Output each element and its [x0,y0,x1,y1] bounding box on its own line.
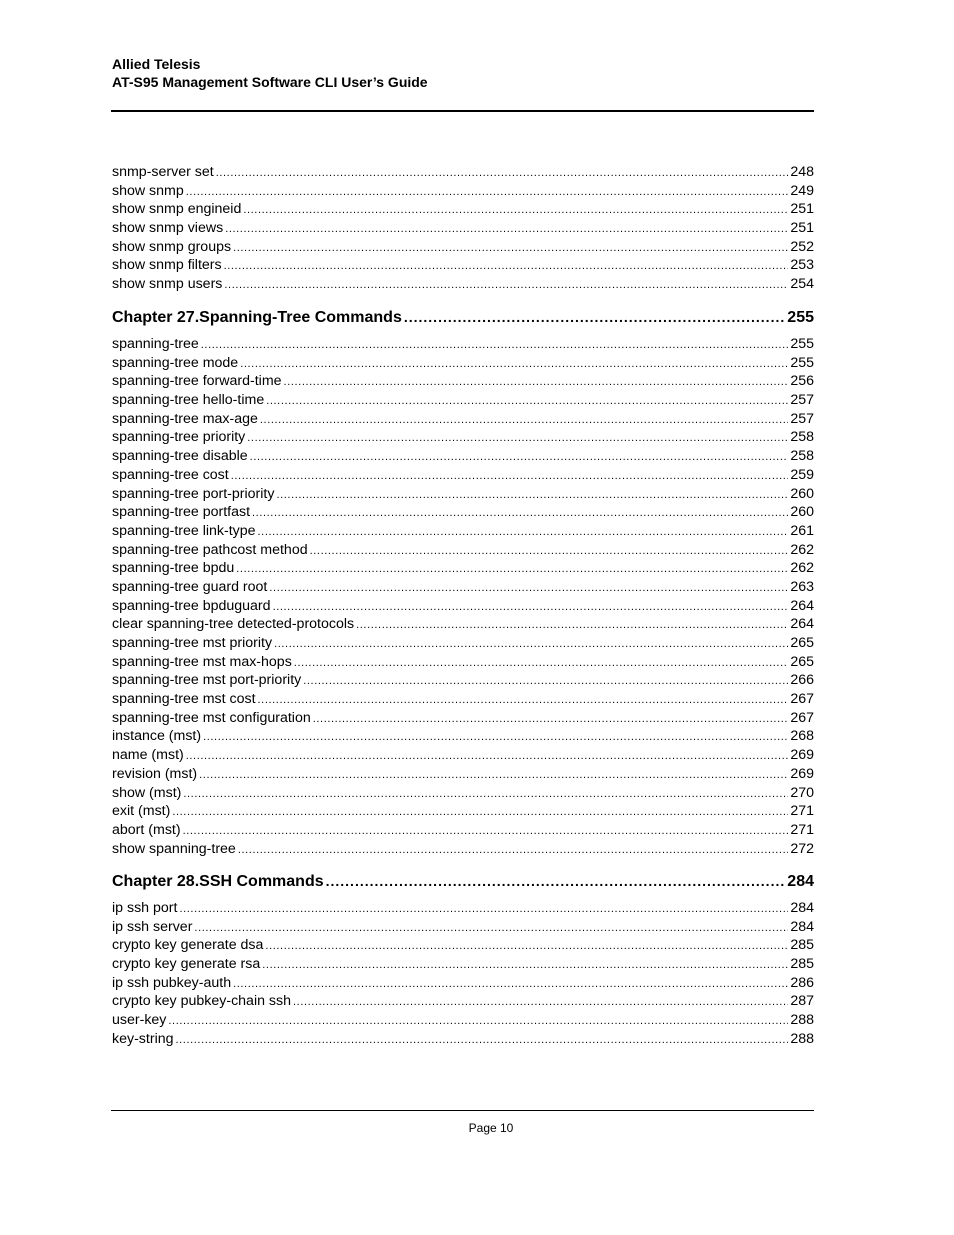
toc-entry-label[interactable]: key-string [112,1030,174,1047]
toc-entry-label[interactable]: show snmp [112,182,184,199]
page-footer [0,1120,954,1136]
toc-entry-page-number: 253 [790,257,814,274]
toc-entry-label[interactable]: show (mst) [112,784,182,801]
toc-entry[interactable] [112,163,814,182]
toc-entry-label[interactable]: clear spanning-tree detected-protocols [112,616,355,633]
chapter-title[interactable]: Chapter 28.SSH Commands [112,873,324,890]
toc-entry[interactable] [112,840,814,859]
toc-entry[interactable] [112,1030,814,1049]
dot-leader [168,1012,788,1030]
toc-entry-label[interactable]: name (mst) [112,747,184,764]
toc-entry[interactable] [112,918,814,937]
dot-leader [243,201,788,219]
toc-entry-label[interactable]: ip ssh pubkey-auth [112,974,232,991]
toc-entry-page-number: 272 [790,840,814,857]
dot-leader [258,523,789,541]
document-title: AT-S95 Management Software CLI User’s Guide [112,74,428,90]
toc-entry-page-number: 267 [790,691,814,708]
dot-leader [186,183,789,201]
toc-entry-page-number: 256 [790,373,814,390]
toc-entry-label[interactable]: show snmp engineid [112,201,242,218]
toc-entry-label[interactable]: spanning-tree hello-time [112,392,265,409]
toc-chapter-27[interactable] [112,306,814,328]
toc-entry-label[interactable]: spanning-tree port-priority [112,485,275,502]
toc-entry[interactable] [112,955,814,974]
toc-entry[interactable] [112,238,814,257]
toc-entry-page-number: 271 [790,803,814,820]
toc-entry-label[interactable]: ip ssh port [112,900,178,916]
dot-leader [183,785,788,803]
toc-entry[interactable] [112,466,814,485]
toc-section-chapter-27 [112,335,814,858]
chapter-page-number: 284 [787,873,814,890]
dot-leader [262,956,788,974]
dot-leader [224,257,789,275]
toc-entry-label[interactable]: show spanning-tree [112,840,236,857]
toc-entry[interactable] [112,447,814,466]
toc-entry[interactable] [112,899,814,918]
toc-entry-page-number: 258 [790,448,814,465]
toc-entry-page-number: 254 [790,276,814,293]
toc-entry[interactable] [112,200,814,219]
toc-entry-label[interactable]: instance (mst) [112,728,202,745]
toc-entry[interactable] [112,219,814,238]
toc-chapter-28[interactable] [112,870,814,892]
toc-entry-label[interactable]: user-key [112,1012,167,1029]
toc-entry-label[interactable]: spanning-tree [112,336,199,352]
toc-entry-page-number: 266 [790,672,814,689]
toc-entry-label[interactable]: spanning-tree guard root [112,578,268,595]
toc-entry-label[interactable]: snmp-server set [112,164,214,180]
toc-entry[interactable] [112,578,814,597]
toc-entry-label[interactable]: show snmp groups [112,238,232,255]
toc-entry-label[interactable]: crypto key generate dsa [112,937,264,954]
toc-entry-label[interactable]: revision (mst) [112,765,198,782]
toc-entry-page-number: 263 [790,578,814,595]
dot-leader [326,870,786,892]
toc-entry-page-number: 262 [790,560,814,577]
dot-leader [258,691,789,709]
toc-entry-page-number: 284 [790,918,814,935]
dot-leader [404,306,785,328]
dot-leader [236,560,788,578]
toc-entry[interactable] [112,974,814,993]
dot-leader [233,975,788,993]
toc-entry-page-number: 265 [790,653,814,670]
dot-leader [294,654,789,672]
toc-entry-page-number: 284 [790,900,814,916]
toc-entry[interactable] [112,541,814,560]
dot-leader [269,579,788,597]
toc-entry[interactable] [112,746,814,765]
toc-entry[interactable] [112,335,814,354]
toc-entry-page-number: 249 [790,182,814,199]
dot-leader [201,336,789,354]
toc-entry-page-number: 248 [790,164,814,180]
toc-entry-page-number: 286 [790,974,814,991]
toc-entry-label[interactable]: spanning-tree mst port-priority [112,672,302,689]
toc-entry-page-number: 285 [790,956,814,973]
dot-leader [247,429,788,447]
toc-entry-page-number: 251 [790,201,814,218]
toc-entry[interactable] [112,1011,814,1030]
dot-leader [266,392,788,410]
toc-entry[interactable] [112,936,814,955]
toc-entry-page-number: 258 [790,429,814,446]
dot-leader [216,164,789,182]
dot-leader [250,448,789,466]
toc-entry[interactable] [112,615,814,634]
dot-leader [179,900,788,918]
toc-entry-label[interactable]: crypto key pubkey-chain ssh [112,993,292,1010]
toc-entry-label[interactable]: spanning-tree pathcost method [112,541,308,558]
toc-entry[interactable] [112,559,814,578]
toc-entry-page-number: 264 [790,616,814,633]
toc-entry[interactable] [112,727,814,746]
toc-entry[interactable] [112,765,814,784]
toc-entry-page-number: 262 [790,541,814,558]
toc-entry-label[interactable]: spanning-tree mst priority [112,635,273,651]
toc-entry-page-number: 264 [790,597,814,614]
toc-entry-page-number: 267 [790,709,814,726]
toc-entry-page-number: 287 [790,993,814,1010]
dot-leader [356,616,788,634]
toc-entry-page-number: 288 [790,1030,814,1047]
dot-leader [310,542,789,560]
toc-entry-label[interactable]: spanning-tree bpdu [112,560,235,577]
toc-entry-label[interactable]: spanning-tree max-age [112,410,258,427]
toc-entry[interactable] [112,671,814,690]
dot-leader [225,220,788,238]
dot-leader [240,355,788,373]
toc-entry-page-number: 251 [790,220,814,237]
chapter-page-number: 255 [787,309,814,326]
dot-leader [273,598,789,616]
toc-entry-page-number: 260 [790,504,814,521]
toc-entry[interactable] [112,802,814,821]
toc-entry-label[interactable]: show snmp users [112,276,223,293]
chapter-title[interactable]: Chapter 27.Spanning-Tree Commands [112,309,402,326]
toc-entry-page-number: 270 [790,784,814,801]
toc-entry-page-number: 257 [790,410,814,427]
toc-entry-page-number: 285 [790,937,814,954]
toc-entry-page-number: 271 [790,821,814,838]
toc-entry-page-number: 257 [790,392,814,409]
dot-leader [313,710,789,728]
toc-entry[interactable] [112,634,814,653]
toc-entry[interactable] [112,653,814,672]
toc-entry[interactable] [112,256,814,275]
dot-leader [238,841,789,859]
toc-entry-label[interactable]: show snmp views [112,220,224,237]
page-number: Page 10 [468,1121,514,1135]
toc-entry-label[interactable]: show snmp filters [112,257,222,274]
dot-leader [183,822,789,840]
toc-entry-label[interactable]: spanning-tree cost [112,466,229,483]
toc-entry[interactable] [112,597,814,616]
toc-entry[interactable] [112,428,814,447]
toc-entry[interactable] [112,182,814,201]
dot-leader [252,504,788,522]
toc-entry-page-number: 268 [790,728,814,745]
toc-entry-label[interactable]: spanning-tree mst cost [112,691,256,708]
toc-entry-label[interactable]: spanning-tree link-type [112,522,256,539]
toc-entry[interactable] [112,391,814,410]
dot-leader [176,1031,789,1049]
toc-entry[interactable] [112,821,814,840]
toc-section-chapter-28 [112,899,814,1049]
toc-entry-page-number: 261 [790,522,814,539]
footer-divider [111,1110,814,1111]
toc-entry-label[interactable]: exit (mst) [112,803,171,820]
toc-entry-page-number: 259 [790,466,814,483]
toc-entry-label[interactable]: spanning-tree portfast [112,504,251,521]
toc-entry-page-number: 255 [790,354,814,371]
toc-entry-page-number: 269 [790,765,814,782]
toc-entry-label[interactable]: spanning-tree priority [112,429,246,446]
toc-entry-label[interactable]: spanning-tree mode [112,354,239,371]
toc-entry[interactable] [112,503,814,522]
toc-entry-page-number: 252 [790,238,814,255]
dot-leader [203,728,788,746]
toc-entry-label[interactable]: crypto key generate rsa [112,956,261,973]
toc-entry[interactable] [112,784,814,803]
toc-entry-label[interactable]: abort (mst) [112,821,181,838]
dot-leader [303,672,788,690]
toc-entry-page-number: 265 [790,635,814,651]
toc-entry-label[interactable]: spanning-tree forward-time [112,373,282,390]
dot-leader [172,803,788,821]
toc-entry[interactable] [112,275,814,294]
toc-entry[interactable] [112,992,814,1011]
toc-entry-page-number: 255 [790,336,814,352]
header-divider [111,110,814,112]
dot-leader [194,919,788,937]
toc-entry[interactable] [112,410,814,429]
toc-entry-page-number: 260 [790,485,814,502]
dot-leader [276,486,788,504]
toc-entry[interactable] [112,372,814,391]
dot-leader [199,766,788,784]
toc-section-snmp [112,163,814,294]
toc-entry[interactable] [112,354,814,373]
toc-entry-page-number: 269 [790,747,814,764]
toc-entry-label[interactable]: spanning-tree mst configuration [112,709,311,726]
toc-entry[interactable] [112,690,814,709]
toc-entry[interactable] [112,485,814,504]
dot-leader [186,747,789,765]
dot-leader [224,276,788,294]
page-header [112,55,814,91]
dot-leader [231,467,789,485]
dot-leader [260,411,788,429]
dot-leader [284,373,789,391]
toc-entry[interactable] [112,709,814,728]
toc-entry-page-number: 288 [790,1012,814,1029]
toc-entry-label[interactable]: spanning-tree mst max-hops [112,653,292,670]
dot-leader [293,993,788,1011]
toc-entry-label[interactable]: spanning-tree disable [112,448,248,465]
dot-leader [265,937,788,955]
toc-entry-label[interactable]: ip ssh server [112,918,193,935]
toc-entry[interactable] [112,522,814,541]
dot-leader [233,239,788,257]
toc-entry-label[interactable]: spanning-tree bpduguard [112,597,271,614]
dot-leader [274,635,788,653]
company-name: Allied Telesis [112,56,201,72]
